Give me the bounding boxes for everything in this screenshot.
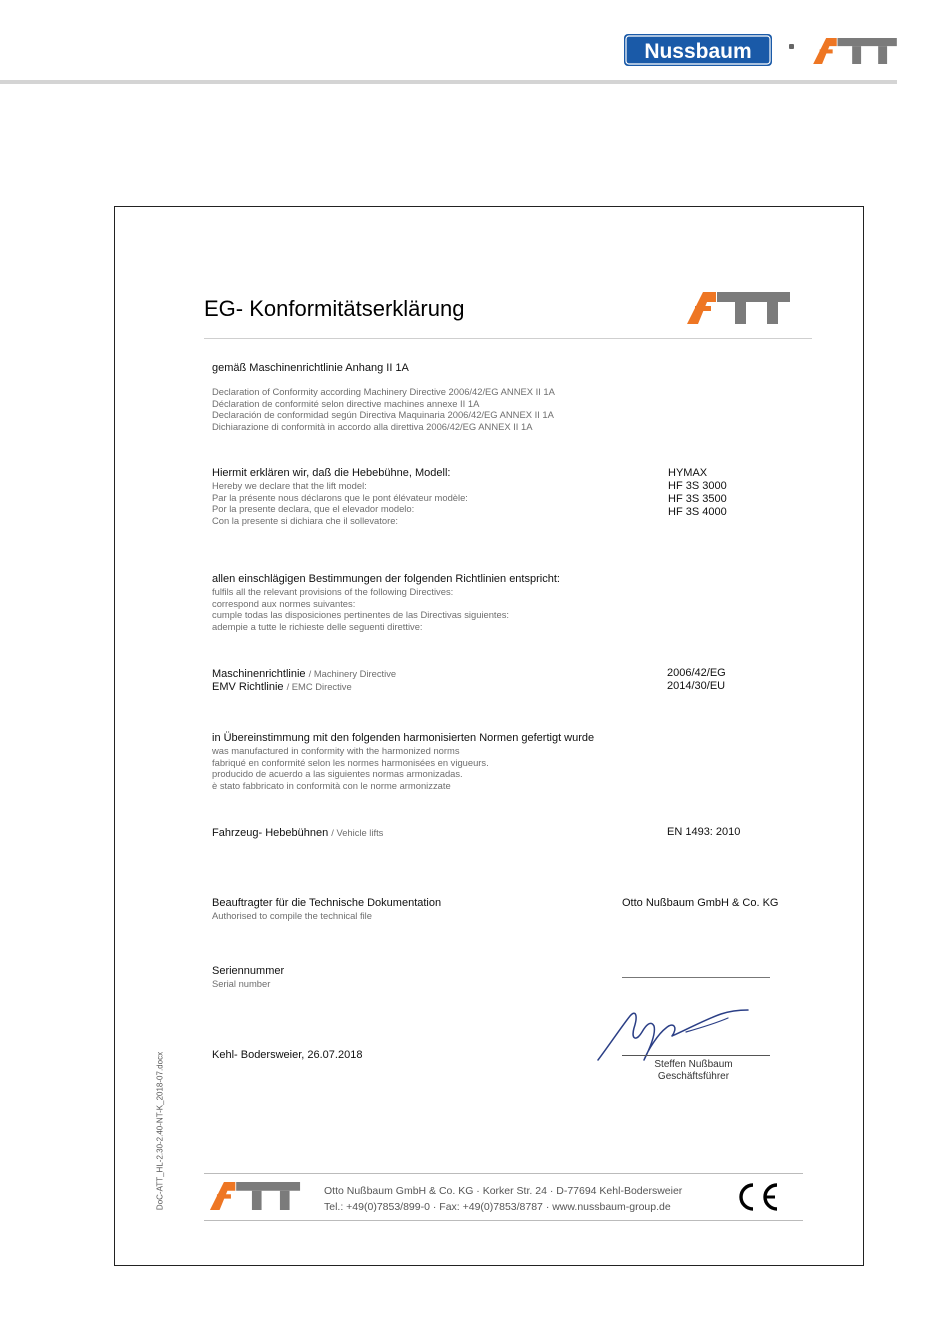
provisions-translation-it: adempie a tutte le richieste delle seguenti direttive: <box>212 620 423 632</box>
document-title: EG- Konformitätserklärung <box>204 296 465 321</box>
provisions-translation-en: fulfils all the relevant provisions of the following Directives: <box>212 586 454 597</box>
provisions-translation-fr: correspond aux normes suivantes: <box>212 597 356 609</box>
directive-basis-main: gemäß Maschinenrichtlinie Anhang II 1A <box>212 362 409 374</box>
directive-basis-translation-it: Dichiarazione di conformità in accordo alla direttiva 2006/42/EG ANNEX II 1A <box>212 420 533 432</box>
directive-label: Maschinenrichtlinie <box>212 668 306 680</box>
serial-label: Seriennummer <box>212 965 285 977</box>
model-variant: HF 3S 4000 <box>668 506 727 518</box>
directive-translation: / EMC Directive <box>286 681 352 692</box>
att-logo-footer <box>206 1182 304 1210</box>
document-reference: DoC-ATT_HL-2.30-2.40-NT-K_2018-07.docx <box>155 1051 165 1211</box>
harmonized-main: in Übereinstimmung mit den folgenden harmonisierten Normen gefertigt wurde <box>212 732 595 744</box>
declaration-translation-fr: Par la présente nous déclarons que le pont élévateur modèle: <box>212 491 468 503</box>
directive-label: EMV Richtlinie <box>212 681 284 693</box>
tech-doc-translation: Authorised to compile the technical file <box>212 910 372 921</box>
harmonized-translation-es: producido de acuerdo a las siguientes normas armonizadas. <box>212 768 463 779</box>
footer-top-divider <box>204 1173 803 1174</box>
footer-company-line: Otto Nußbaum GmbH & Co. KG · Korker Str. 24 · D-77694 Kehl-Bodersweier <box>324 1185 683 1197</box>
serial-translation: Serial number <box>212 978 271 989</box>
provisions-translation-es: cumple todas las disposiciones pertinentes de las Directivas siguientes: <box>212 609 510 620</box>
tech-doc-value: Otto Nußbaum GmbH & Co. KG <box>622 897 779 909</box>
model-name: HYMAX <box>668 467 708 479</box>
signatory-name: Steffen Nußbaum <box>654 1059 733 1070</box>
nussbaum-logo-text: Nussbaum <box>644 40 752 63</box>
directive-translation: / Machinery Directive <box>308 668 397 679</box>
directive-basis-translation-es: Declaración de conformidad según Directiva Maquinaria 2006/42/EG ANNEX II 1A <box>212 409 554 420</box>
declaration-translation-en: Hereby we declare that the lift model: <box>212 480 367 491</box>
declaration-main: Hiermit erklären wir, daß die Hebebühne, Modell: <box>212 467 451 479</box>
harmonized-translation-fr: fabriqué en conformité selon les normes harmonisées en vigueurs. <box>212 756 489 768</box>
att-logo-title <box>687 292 790 324</box>
signatory-role: Geschäftsführer <box>657 1071 730 1082</box>
directive-basis-translation-en: Declaration of Conformity according Machinery Directive 2006/42/EG ANNEX II 1A <box>212 386 555 397</box>
norm-row <box>212 826 383 840</box>
harmonized-translation-it: è stato fabbricato in conformità con le norme armonizzate <box>212 779 451 791</box>
provisions-main: allen einschlägigen Bestimmungen der folgenden Richtlinien entspricht: <box>212 573 560 585</box>
directive-row <box>212 680 352 694</box>
tech-doc-label: Beauftragter für die Technische Dokumentation <box>212 897 442 909</box>
declaration-translation-es: Por la presente declara, que el elevador modelo: <box>212 503 415 514</box>
norm-translation: / Vehicle lifts <box>331 827 384 838</box>
directive-basis-translation-fr: Déclaration de conformité selon directive machines annexe II 1A <box>212 397 480 409</box>
title-divider <box>204 338 812 339</box>
header-divider <box>0 80 897 84</box>
norm-value: EN 1493: 2010 <box>667 826 741 838</box>
header-separator-dot <box>789 44 794 49</box>
directive-value: 2014/30/EU <box>667 680 726 692</box>
signature-line <box>622 1055 770 1056</box>
model-variant: HF 3S 3500 <box>668 493 727 505</box>
model-variant: HF 3S 3000 <box>668 480 727 492</box>
harmonized-translation-en: was manufactured in conformity with the harmonized norms <box>212 745 460 756</box>
serial-number-field <box>622 977 770 978</box>
att-logo-top <box>813 38 897 64</box>
ce-mark <box>734 1181 780 1213</box>
directive-value: 2006/42/EG <box>667 667 726 679</box>
nussbaum-logo <box>624 34 772 66</box>
directive-row <box>212 667 396 681</box>
footer-contact-line: Tel.: +49(0)7853/899-0 · Fax: +49(0)7853/8787 · www.nussbaum-group.de <box>324 1201 671 1213</box>
norm-label: Fahrzeug- Hebebühnen <box>212 827 329 839</box>
place-date: Kehl- Bodersweier, 26.07.2018 <box>212 1049 363 1061</box>
footer-bottom-divider <box>204 1220 803 1221</box>
declaration-translation-it: Con la presente si dichiara che il sollevatore: <box>212 514 399 526</box>
